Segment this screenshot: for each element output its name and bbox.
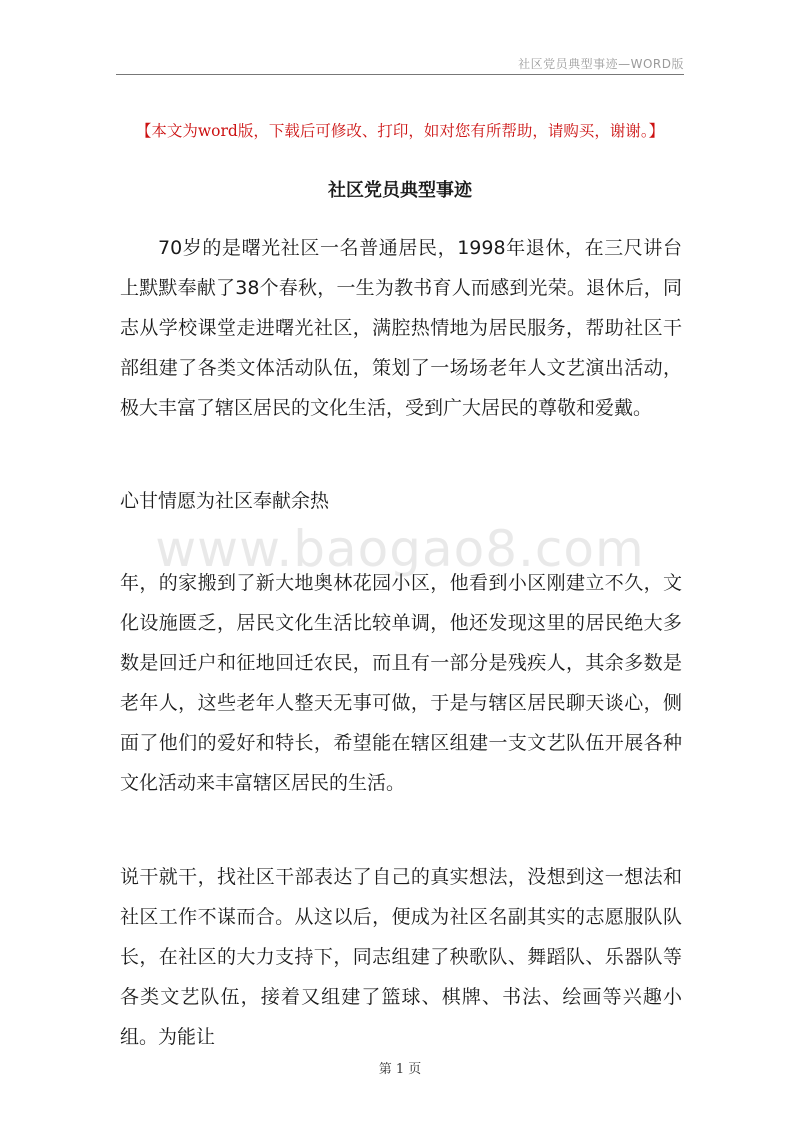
- document-title: 社区党员典型事迹: [328, 180, 472, 201]
- page-header-text: 社区党员典型事迹—WORD版: [518, 57, 684, 71]
- paragraph-action: 说干就干，找社区干部表达了自己的真实想法，没想到这一想法和社区工作不谋而合。从这以后，便成为社区名副其实的志愿服队队长，在社区的大力支持下，同志组建了秧歌队、舞蹈队、乐器队等各类文艺队伍，接着又组建了篮球、棋牌、书法、绘画等兴趣小组。为能让: [120, 866, 682, 1048]
- section-heading: 心甘情愿为社区奉献余热: [120, 490, 330, 512]
- purchase-notice: 【本文为word版，下载后可修改、打印，如对您有所帮助，请购买，谢谢。】: [135, 122, 665, 140]
- page-number: 第 1 页: [378, 1062, 422, 1077]
- watermark: www.baogao8.com: [155, 520, 645, 578]
- paragraph-intro: 70岁的是曙光社区一名普通居民，1998年退休，在三尺讲台上默默奉献了38个春秋，一生为教书育人而感到光荣。退休后，同志从学校课堂走进曙光社区，满腔热情地为居民服务，帮助社区干部组建了各类文体活动队伍，策划了一场场老年人文艺演出活动，极大丰富了辖区居民的文化生活，受到广大居民的尊敬和爱戴。: [120, 237, 682, 419]
- paragraph-story: 年，的家搬到了新大地奥林花园小区，他看到小区刚建立不久，文化设施匮乏，居民文化生活比较单调，他还发现这里的居民绝大多数是回迁户和征地回迁农民，而且有一部分是残疾人，其余多数是老年人，这些老年人整天无事可做，于是与辖区居民聊天谈心，侧面了他们的爱好和特长，希望能在辖区组建一支文艺队伍开展各种文化活动来丰富辖区居民的生活。: [120, 572, 682, 794]
- header-divider: [116, 74, 684, 75]
